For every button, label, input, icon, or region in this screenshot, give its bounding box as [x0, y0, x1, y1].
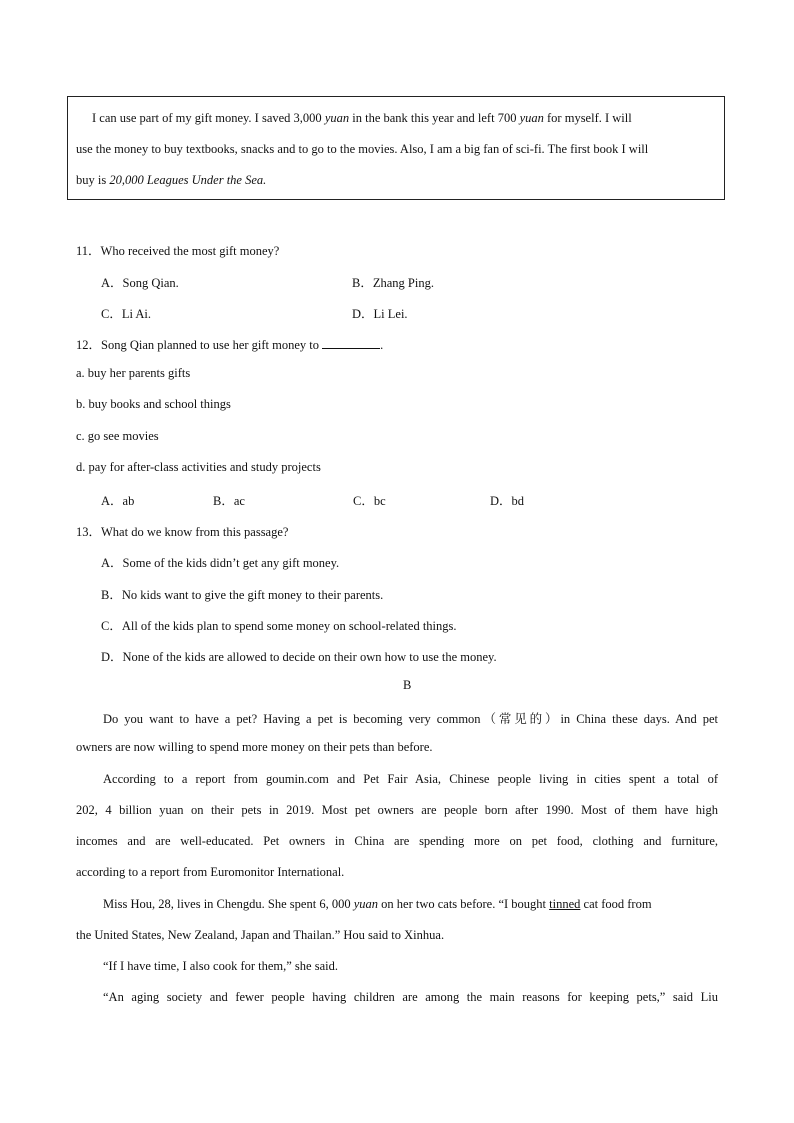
underlined-word: tinned [549, 897, 581, 911]
q12-option-d[interactable]: D．bd [490, 494, 525, 508]
section-heading: B [403, 678, 412, 692]
q11-option-d[interactable]: D．Li Lei. [352, 307, 408, 321]
q12-option-a[interactable]: A．ab [101, 494, 135, 508]
box-line-3: buy is 20,000 Leagues Under the Sea. [76, 173, 267, 187]
q12-stem: 12．Song Qian planned to use her gift money to . [76, 338, 384, 352]
para4: “If I have time, I also cook for them,” she said. [103, 959, 338, 973]
q11-option-b[interactable]: B．Zhang Ping. [352, 276, 434, 290]
q13-stem: 13．What do we know from this passage? [76, 525, 289, 539]
q11-option-c[interactable]: C．Li Ai. [101, 307, 152, 321]
passage-box [67, 96, 725, 200]
para3-line1: Miss Hou, 28, lives in Chengdu. She spent 6, 000 yuan on her two cats before. “I bought tinned cat food from [103, 897, 652, 911]
q12-item-d: d. pay for after-class activities and study projects [76, 460, 321, 474]
q13-option-a[interactable]: A．Some of the kids didn’t get any gift money. [101, 556, 340, 570]
q13-option-b[interactable]: B．No kids want to give the gift money to their parents. [101, 588, 384, 602]
q12-item-a: a. buy her parents gifts [76, 366, 191, 380]
para3-line2: the United States, New Zealand, Japan and Thailan.” Hou said to Xinhua. [76, 928, 445, 942]
book-title: 20,000 Leagues Under the Sea. [109, 173, 267, 187]
para1-line2: owners are now willing to spend more money on their pets than before. [76, 740, 433, 754]
q11-stem: 11．Who received the most gift money? [76, 244, 280, 258]
q13-option-c[interactable]: C．All of the kids plan to spend some money on school-related things. [101, 619, 457, 633]
answer-blank[interactable] [322, 338, 380, 349]
para2-line2: 202, 4 billion yuan on their pets in 2019. Most pet owners are people born after 1990. Most of them have high [76, 803, 718, 817]
box-line-2: use the money to buy textbooks, snacks and to go to the movies. Also, I am a big fan of sci-fi. The first book I will [76, 142, 649, 156]
box-line-1: I can use part of my gift money. I saved 3,000 yuan in the bank this year and left 700 yuan for myself. I will [92, 111, 632, 125]
q12-item-b: b. buy books and school things [76, 397, 231, 411]
para1-line1: Do you want to have a pet? Having a pet is becoming very common（常见的）in China these days. And pet [103, 712, 718, 726]
q12-option-c[interactable]: C．bc [353, 494, 386, 508]
para2-line1: According to a report from goumin.com and Pet Fair Asia, Chinese people living in cities spent a total of [103, 772, 718, 786]
para5-line1: “An aging society and fewer people having children are among the main reasons for keeping pets,” said Liu [103, 990, 718, 1004]
q13-option-d[interactable]: D．None of the kids are allowed to decide on their own how to use the money. [101, 650, 497, 664]
q11-option-a[interactable]: A．Song Qian. [101, 276, 179, 290]
q12-item-c: c. go see movies [76, 429, 159, 443]
q12-option-b[interactable]: B．ac [213, 494, 245, 508]
para2-line4: according to a report from Euromonitor International. [76, 865, 345, 879]
para2-line3: incomes and are well-educated. Pet owners in China are spending more on pet food, clothing and furniture, [76, 834, 718, 848]
